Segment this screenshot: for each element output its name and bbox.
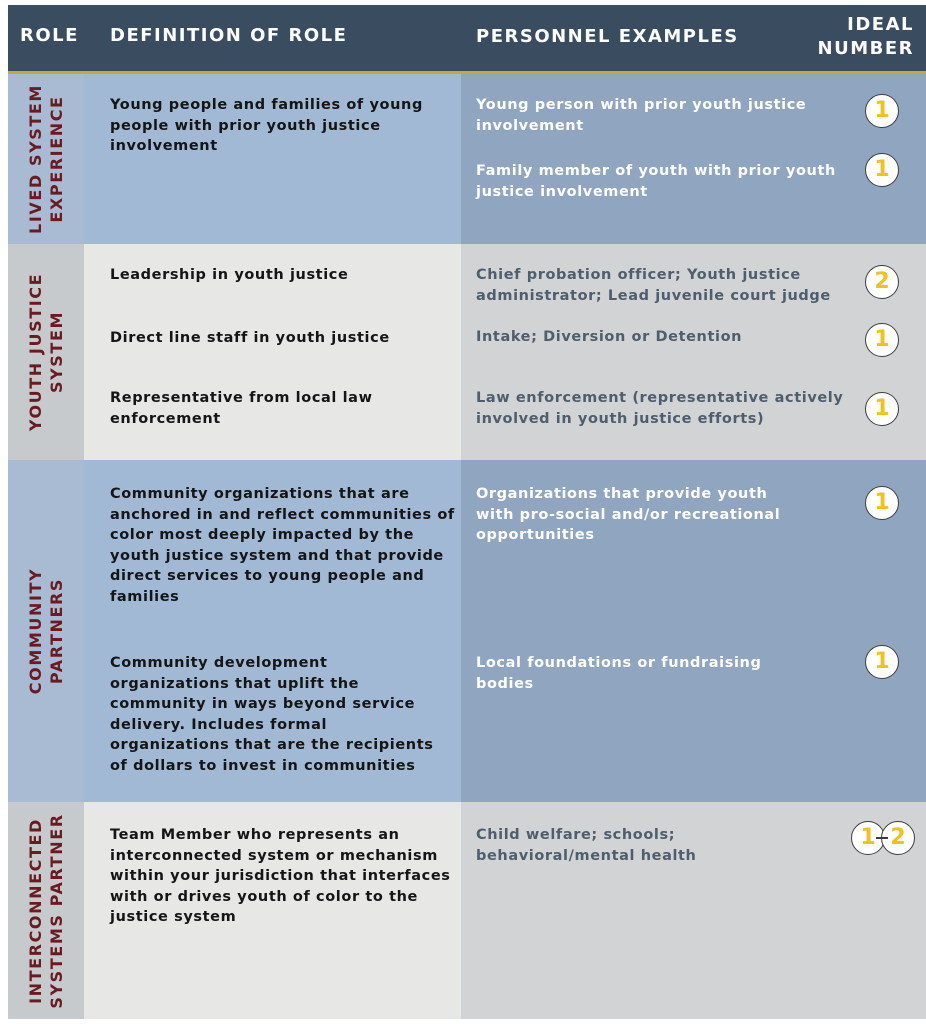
section-lived-system-experience — [8, 74, 926, 244]
section-youth-justice-system — [8, 244, 926, 460]
definition-text: Leadership in youth justice — [110, 267, 349, 283]
ideal-number-badge: 1 — [865, 486, 899, 520]
header-role: ROLE — [20, 25, 79, 46]
example-text: Intake; Diversion or Detention — [476, 329, 743, 345]
example-text: Family member of youth with prior youth justice involvement — [476, 163, 836, 200]
role-label: INTERCONNECTED SYSTEMS PARTNER — [26, 812, 66, 1009]
role-cell — [8, 802, 84, 1019]
role-label: YOUTH JUSTICE SYSTEM — [26, 272, 66, 432]
header-ideal-line1: IDEAL — [847, 14, 914, 35]
section-community-partners — [8, 460, 926, 802]
ideal-range-low: 1 — [851, 821, 885, 855]
role-cell — [8, 460, 84, 802]
example-text: Organizations that provide youth with pro-social and/or recreational opportunities — [476, 486, 781, 543]
role-label: COMMUNITY PARTNERS — [26, 567, 66, 695]
table-header — [8, 5, 926, 74]
header-personnel-examples: PERSONNEL EXAMPLES — [476, 26, 739, 47]
example-text: Young person with prior youth justice involvement — [476, 97, 807, 134]
ideal-range-high: 2 — [881, 821, 915, 855]
example-text: Local foundations or fundraising bodies — [476, 655, 762, 692]
definition-text: Community development organizations that uplift the community in ways beyond service delivery. Includes formal organizations that are the recipients of dollars to invest in communities — [110, 655, 434, 774]
ideal-number-range-badge — [851, 821, 917, 855]
definition-text: Direct line staff in youth justice — [110, 330, 390, 346]
ideal-number-badge: 2 — [865, 265, 899, 299]
ideal-number-badge: 1 — [865, 392, 899, 426]
definition-text: Community organizations that are anchored in and reflect communities of color most deeply impacted by the youth justice system and that provide direct services to young people and families — [110, 486, 455, 605]
definition-text: Team Member who represents an interconnected system or mechanism within your jurisdiction that interfaces with or drives youth of color to the justice system — [110, 827, 451, 925]
section-interconnected-systems-partner — [8, 802, 926, 1019]
header-ideal-line2: NUMBER — [817, 38, 914, 59]
example-text: Law enforcement (representative actively involved in youth justice efforts) — [476, 390, 844, 427]
ideal-number-badge: 1 — [865, 323, 899, 357]
header-ideal-number — [794, 13, 914, 61]
role-cell — [8, 74, 84, 244]
example-text: Chief probation officer; Youth justice administrator; Lead juvenile court judge — [476, 267, 831, 304]
range-dash — [876, 837, 888, 839]
example-text: Child welfare; schools; behavioral/mental health — [476, 827, 697, 864]
ideal-number-badge: 1 — [865, 94, 899, 128]
definition-text: Young people and families of young people with prior youth justice involvement — [110, 97, 423, 154]
definition-text: Representative from local law enforcement — [110, 390, 373, 427]
ideal-number-badge: 1 — [865, 153, 899, 187]
role-label: LIVED SYSTEM EXPERIENCE — [26, 84, 66, 234]
header-definition: DEFINITION OF ROLE — [110, 25, 348, 46]
role-cell — [8, 244, 84, 460]
role-table — [8, 5, 926, 1019]
ideal-number-badge: 1 — [865, 645, 899, 679]
